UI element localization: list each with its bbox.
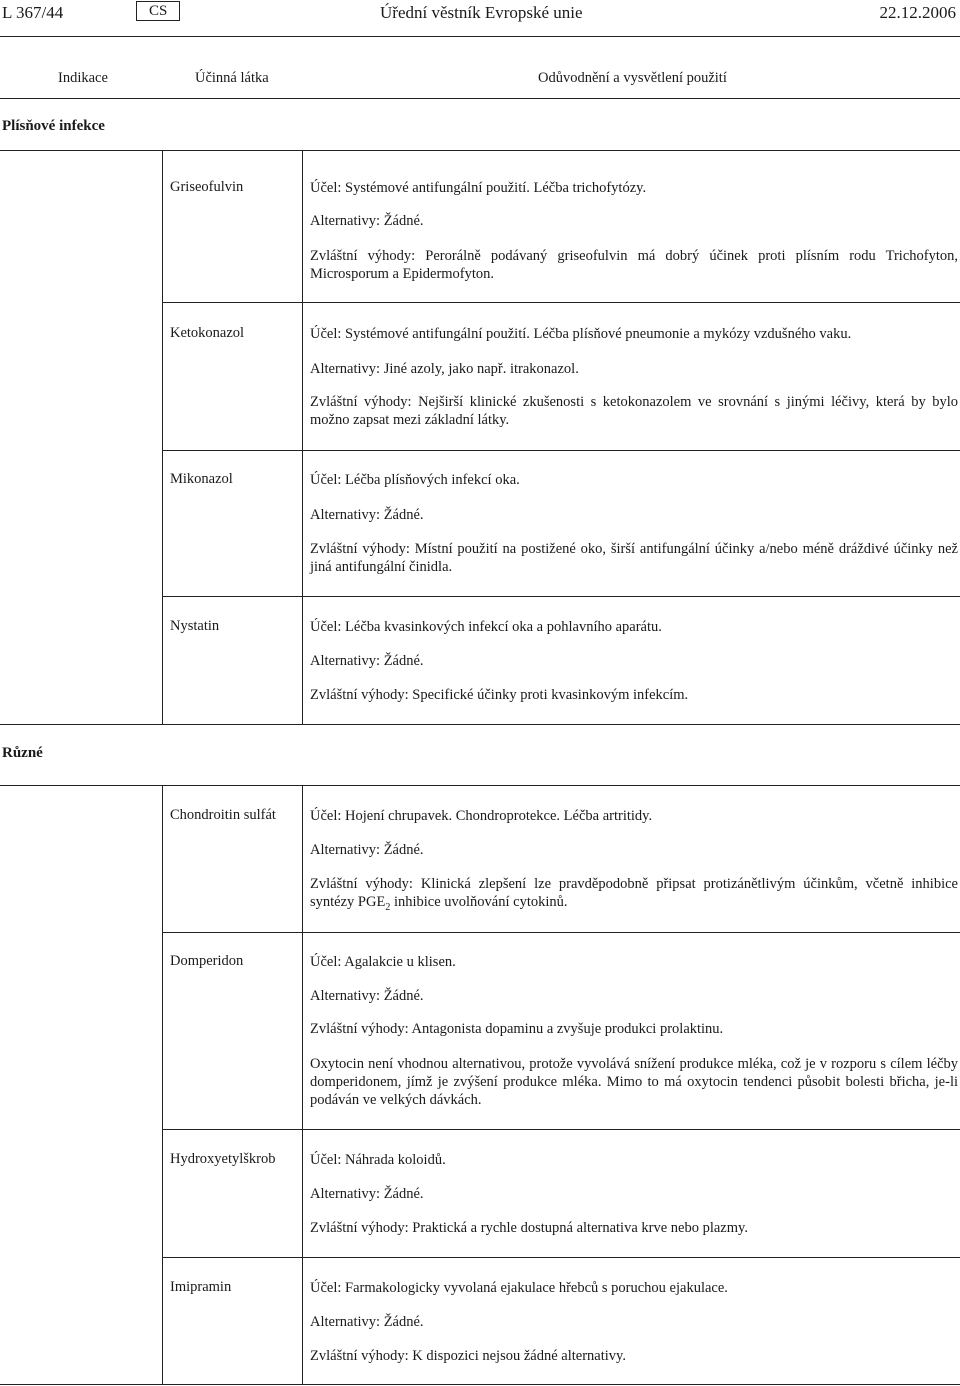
substance-domperidon: Domperidon <box>170 953 244 969</box>
advantages-text: Zvláštní výhody: Antagonista dopaminu a zvyšuje produkci prolaktinu. <box>310 1021 724 1037</box>
substance-hydroxyethyl-starch: Hydroxyetylškrob <box>170 1151 276 1167</box>
journal-title: Úřední věstník Evropské unie <box>380 3 583 22</box>
alternatives-text: Alternativy: Žádné. <box>310 842 424 858</box>
note-text: Oxytocin není vhodnou alternativou, protože vyvolává snížení produkce mléka, což je v rozporu s cílem léčby domperidonem, jímž je zvýšení produkce mléka. Mimo to má oxytocin tendenci působit bolesti břicha, je-li podáván ve velkých dávkách. <box>310 1056 958 1108</box>
substance-nystatin: Nystatin <box>170 618 220 634</box>
column-divider <box>302 150 303 724</box>
column-header-substance: Účinná látka <box>195 70 269 86</box>
purpose-text: Účel: Náhrada koloidů. <box>310 1152 446 1168</box>
language-code-box: CS <box>136 1 180 21</box>
column-header-rule <box>0 98 960 99</box>
purpose-text: Účel: Systémové antifungální použití. Léčba trichofytózy. <box>310 180 647 196</box>
row-rule <box>162 1129 960 1130</box>
advantages-text: Zvláštní výhody: Specifické účinky proti kvasinkovým infekcím. <box>310 687 689 703</box>
header-rule <box>0 36 960 37</box>
alternatives-text: Alternativy: Žádné. <box>310 1186 424 1202</box>
purpose-text: Účel: Agalakcie u klisen. <box>310 954 456 970</box>
substance-mikonazol: Mikonazol <box>170 471 233 487</box>
advantages-text: Zvláštní výhody: Praktická a rychle dostupná alternativa krve nebo plazmy. <box>310 1220 748 1236</box>
purpose-text: Účel: Farmakologicky vyvolaná ejakulace hřebců s poruchou ejakulace. <box>310 1280 728 1296</box>
row-rule <box>162 450 960 451</box>
column-divider <box>162 150 163 724</box>
advantages-text: Zvláštní výhody: Nejširší klinické zkušenosti s ketokonazolem ve srovnání s jinými léčivy, která by bylo možno zapsat mezi základní látky. <box>310 394 958 428</box>
subscript-2: 2 <box>385 901 391 913</box>
section-title-fungal: Plísňové infekce <box>2 118 105 134</box>
advantages-text-main: Zvláštní výhody: Klinická zlepšení lze pravděpodobně připsat protizánětlivým účinkům, včetně inhibice syntézy PGE <box>310 876 958 910</box>
purpose-text: Účel: Hojení chrupavek. Chondroprotekce. Léčba artritidy. <box>310 808 653 824</box>
substance-griseofulvin: Griseofulvin <box>170 179 244 195</box>
page-header <box>0 0 960 30</box>
purpose-text: Účel: Systémové antifungální použití. Léčba plísňové pneumonie a mykózy vzdušného vaku. <box>310 326 852 342</box>
column-header-justification: Odůvodnění a vysvětlení použití <box>538 70 727 86</box>
column-divider <box>162 785 163 1385</box>
alternatives-text: Alternativy: Jiné azoly, jako např. itrakonazol. <box>310 361 579 377</box>
substance-imipramin: Imipramin <box>170 1279 232 1295</box>
purpose-text: Účel: Léčba plísňových infekcí oka. <box>310 472 520 488</box>
substance-ketokonazol: Ketokonazol <box>170 325 245 341</box>
alternatives-text: Alternativy: Žádné. <box>310 988 424 1004</box>
advantages-text: Zvláštní výhody: Místní použití na postižené oko, širší antifungální účinky a/nebo méně dráždivé účinky než jiná antifungální činidla. <box>310 541 958 575</box>
row-rule <box>162 932 960 933</box>
column-header-indication: Indikace <box>58 70 108 86</box>
advantages-text-tail: inhibice uvolňování cytokinů. <box>390 894 568 910</box>
section-rule <box>0 150 960 151</box>
advantages-text: Zvláštní výhody: K dispozici nejsou žádné alternativy. <box>310 1348 626 1364</box>
alternatives-text: Alternativy: Žádné. <box>310 1314 424 1330</box>
alternatives-text: Alternativy: Žádné. <box>310 213 424 229</box>
purpose-text: Účel: Léčba kvasinkových infekcí oka a pohlavního aparátu. <box>310 619 662 635</box>
advantages-text: Zvláštní výhody: Perorálně podávaný griseofulvin má dobrý účinek proti plísním rodu Trichofyton, Microsporum a Epidermofyton. <box>310 248 958 282</box>
table-bottom-rule <box>0 1384 960 1385</box>
publication-date: 22.12.2006 <box>879 3 956 22</box>
column-divider <box>302 785 303 1385</box>
section-title-misc: Různé <box>2 745 43 761</box>
alternatives-text: Alternativy: Žádné. <box>310 653 424 669</box>
advantages-text <box>310 875 958 917</box>
page-reference: L 367/44 <box>2 3 64 22</box>
section-rule <box>0 785 960 786</box>
alternatives-text: Alternativy: Žádné. <box>310 507 424 523</box>
row-rule <box>162 596 960 597</box>
row-rule <box>162 1257 960 1258</box>
section-end-rule <box>0 724 960 725</box>
substance-chondroitin-sulfate: Chondroitin sulfát <box>170 807 276 823</box>
row-rule <box>162 302 960 303</box>
